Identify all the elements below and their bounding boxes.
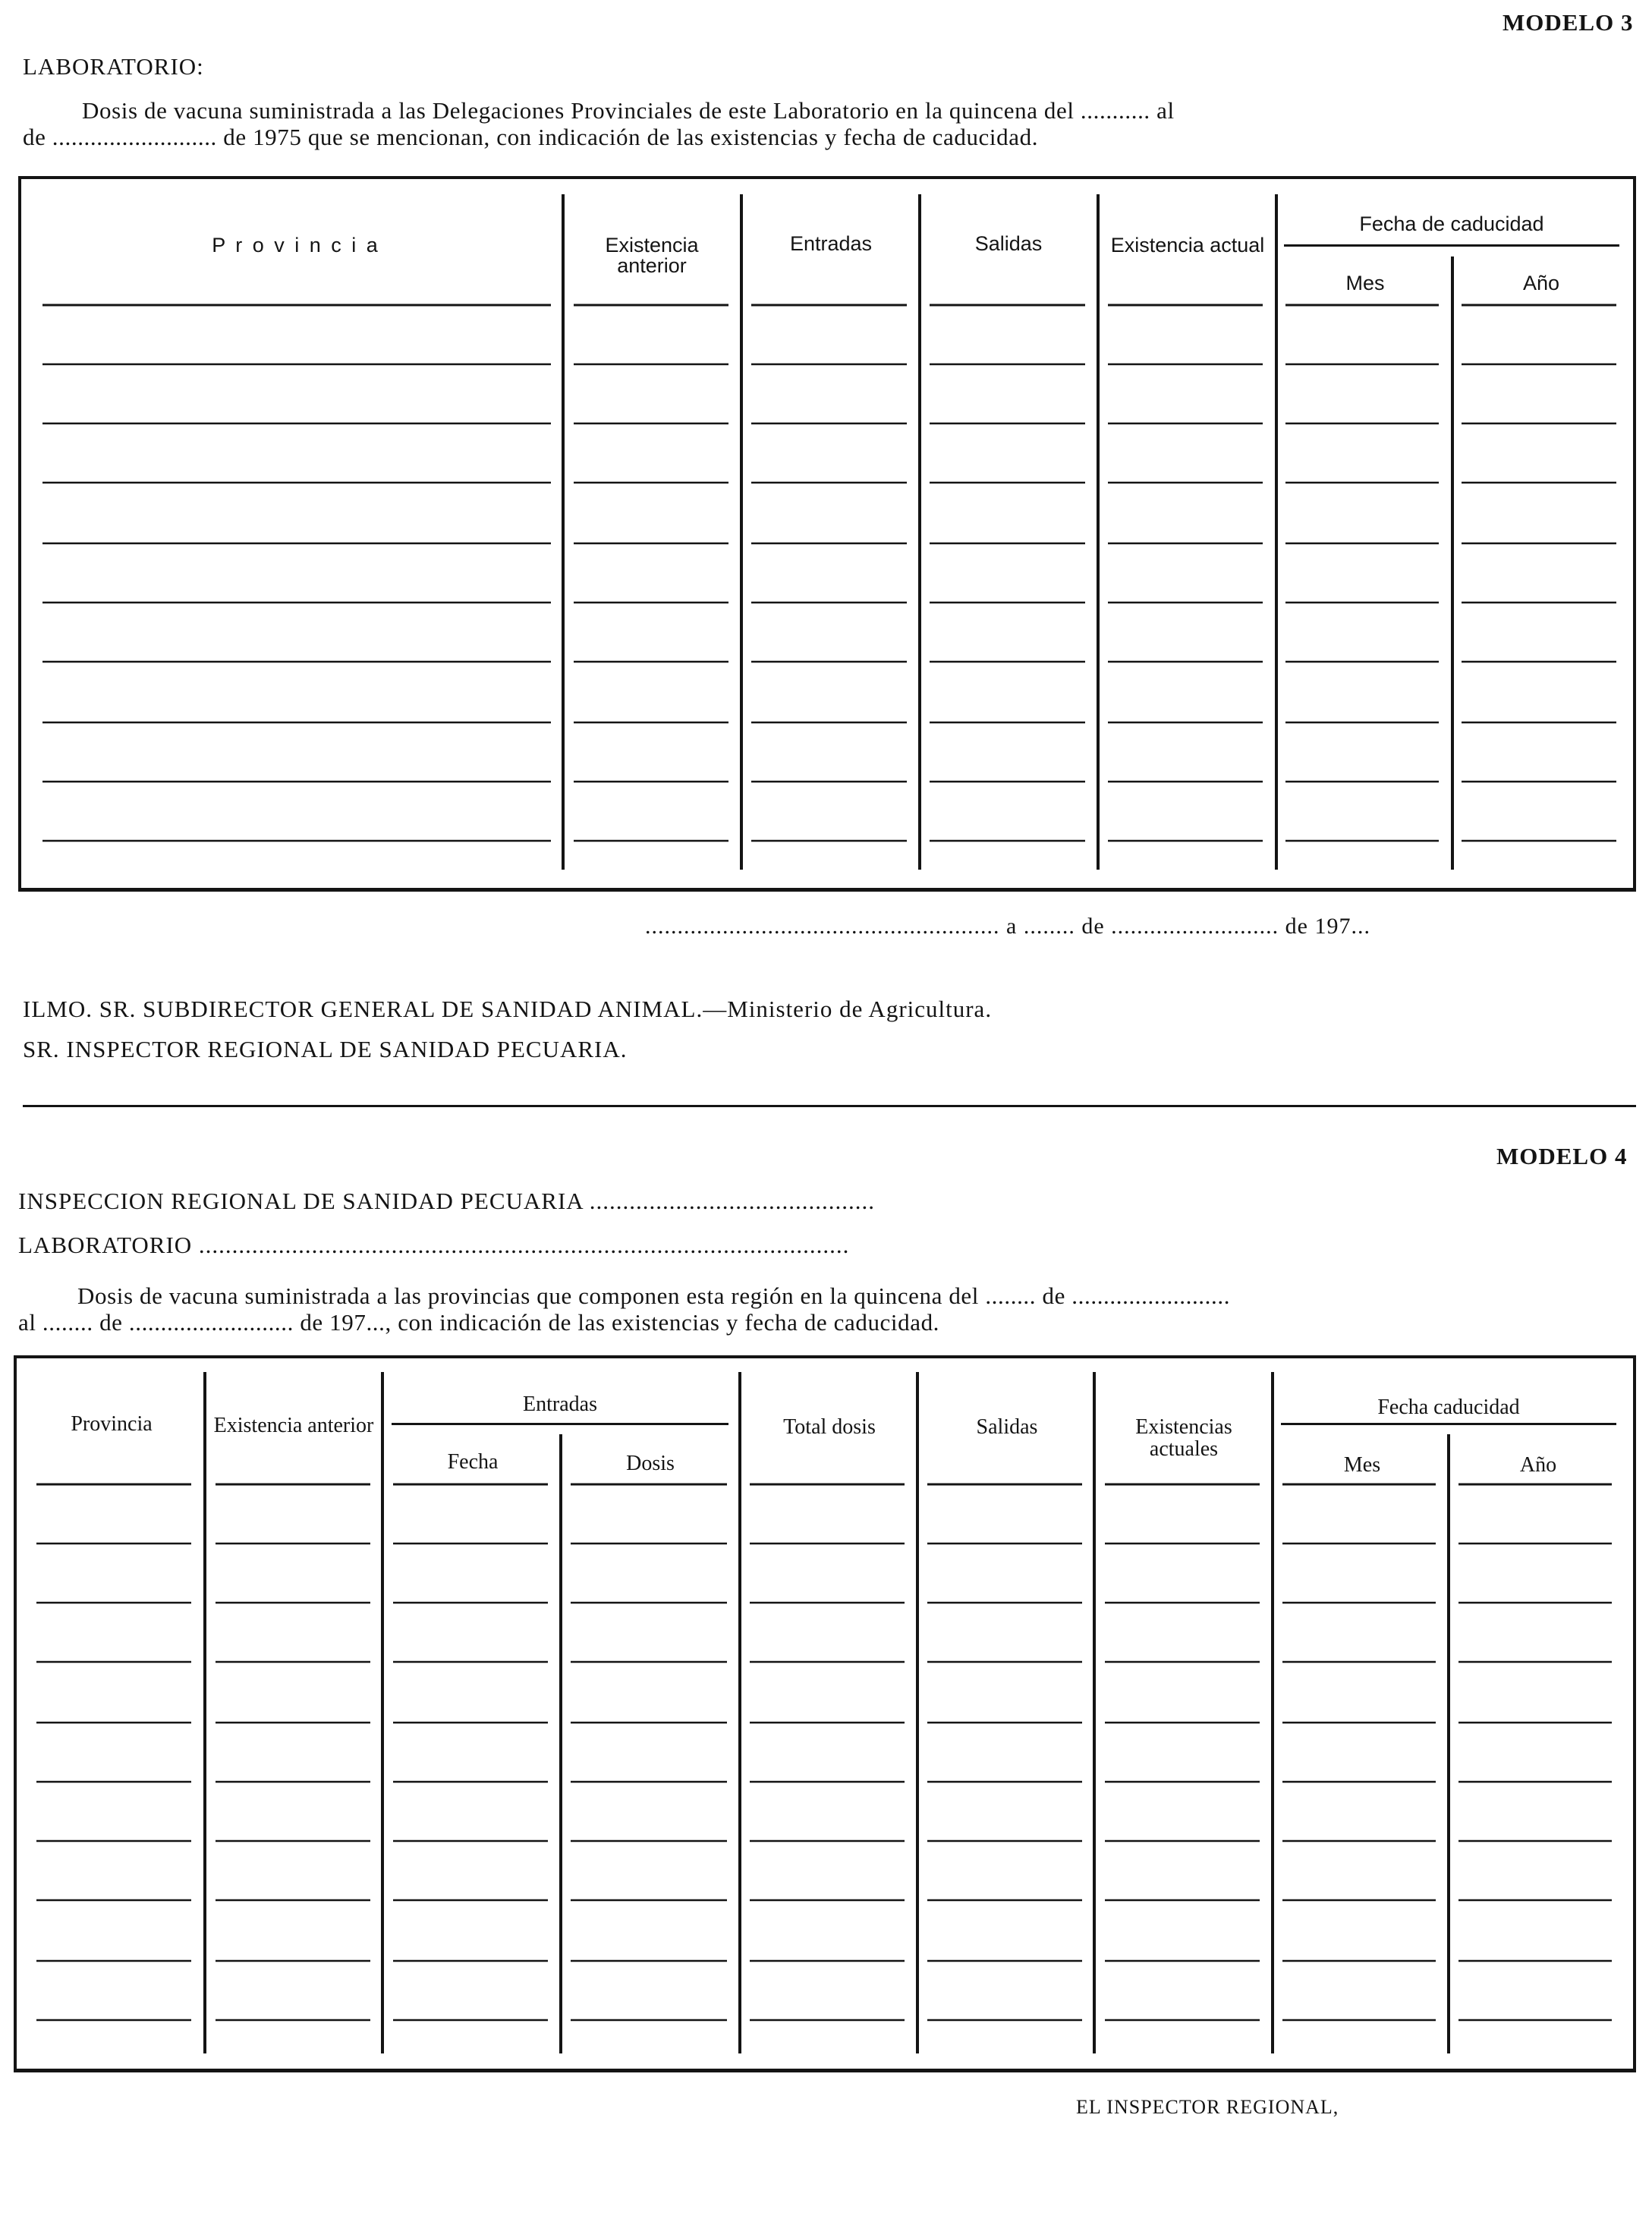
col4-total-dosis: Total dosis (783, 1415, 876, 1439)
addressee-inspector: SR. INSPECTOR REGIONAL DE SANIDAD PECUARIA. (23, 1036, 628, 1062)
col4-salidas: Salidas (976, 1415, 1038, 1439)
modelo-4-label: MODELO 4 (1496, 1143, 1628, 1169)
intro-4-line-2: al ........ de .......................... de 197..., con indicación de las existencias y fecha de caducidad. (18, 1309, 940, 1336)
col4-fecha-caducidad: Fecha caducidad (1377, 1396, 1520, 1419)
inspeccion-regional-label: INSPECCION REGIONAL DE SANIDAD PECUARIA ........................................... (18, 1188, 875, 1214)
col-fecha-caducidad: Fecha de caducidad (1359, 212, 1544, 235)
col4-fecha: Fecha (447, 1450, 499, 1474)
modelo-3-label: MODELO 3 (1503, 9, 1634, 36)
col4-ano: Año (1519, 1453, 1557, 1477)
col-existencia-anterior: Existencia anterior (605, 234, 699, 277)
date-line: ....................................................... a ........ de .......................... de 197... (645, 914, 1370, 939)
col-mes: Mes (1345, 272, 1385, 294)
laboratorio-label: LABORATORIO: (23, 53, 204, 80)
col4-existencia-anterior: Existencia anterior (213, 1414, 374, 1437)
col-salidas: Salidas (974, 232, 1043, 255)
col-existencia-actual: Existencia actual (1110, 234, 1265, 256)
intro-line-2: de .......................... de 1975 que se mencionan, con indicación de las existencias y fecha de caducidad. (23, 124, 1039, 150)
col-provincia: P r o v i n c i a (212, 234, 380, 256)
col4-provincia: Provincia (71, 1412, 153, 1436)
intro-line-1: Dosis de vacuna suministrada a las Delegaciones Provinciales de este Laboratorio en la quincena del ........... al (82, 97, 1175, 124)
laboratorio-4-label: LABORATORIO .................................................................................................. (18, 1232, 850, 1258)
col4-dosis: Dosis (626, 1452, 675, 1475)
col4-mes: Mes (1343, 1453, 1381, 1477)
intro-4-line-1: Dosis de vacuna suministrada a las provincias que componen esta región en la quincena del ........ de ......................... (77, 1282, 1231, 1309)
addressee-subdirector: ILMO. SR. SUBDIRECTOR GENERAL DE SANIDAD ANIMAL.—Ministerio de Agricultura. (23, 996, 993, 1022)
signature-inspector-regional: EL INSPECTOR REGIONAL, (1076, 2096, 1339, 2118)
col4-existencias-actuales: Existencias actuales (1135, 1415, 1232, 1461)
col4-entradas: Entradas (523, 1392, 597, 1416)
col-ano: Año (1522, 272, 1560, 294)
col-entradas: Entradas (789, 232, 873, 255)
